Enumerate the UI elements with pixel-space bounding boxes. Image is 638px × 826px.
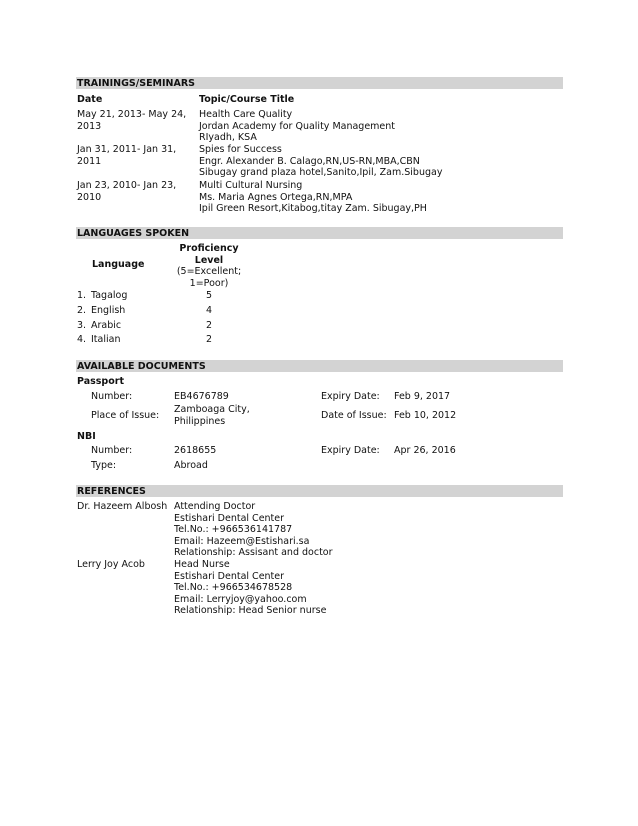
training-topic: Spies for Success Engr. Alexander B. Calago,RN,US-RN,MBA,CBN Sibugay grand plaza hotel,Sanito,Ipil, Zam.Sibugay — [199, 144, 443, 178]
passport-title: Passport — [77, 376, 124, 387]
nbi-number: 2618655 — [174, 445, 217, 456]
reference-name: Lerry Joy Acob — [77, 559, 145, 570]
training-date: Jan 23, 2010- Jan 23, 2010 — [77, 180, 177, 203]
nbi-type-label: Type: — [91, 460, 117, 471]
language-name: Tagalog — [91, 290, 128, 301]
trainings-heading: TRAININGS/SEMINARS — [76, 77, 563, 89]
language-level: 2 — [205, 320, 213, 331]
passport-place: Zamboaga City, Philippines — [174, 404, 250, 427]
language-name: Italian — [91, 334, 121, 345]
passport-date-issue-label: Date of Issue: — [321, 410, 387, 421]
reference-name: Dr. Hazeem Albosh — [77, 501, 168, 512]
passport-number: EB4676789 — [174, 391, 229, 402]
language-level: 5 — [205, 290, 213, 301]
languages-proficiency-scale: (5=Excellent; 1=Poor) — [176, 266, 242, 289]
language-name: Arabic — [91, 320, 122, 331]
passport-place-label: Place of Issue: — [91, 410, 160, 421]
reference-details: Attending Doctor Estishari Dental Center Tel.No.: +966536141787 Email: Hazeem@Estishari.sa Relationship: Assisant and doctor — [174, 501, 333, 558]
passport-expiry-label: Expiry Date: — [321, 391, 380, 402]
documents-heading: AVAILABLE DOCUMENTS — [76, 360, 563, 372]
nbi-number-label: Number: — [91, 445, 133, 456]
training-date: Jan 31, 2011- Jan 31, 2011 — [77, 144, 177, 167]
nbi-type: Abroad — [174, 460, 208, 471]
trainings-col-topic: Topic/Course Title — [199, 94, 295, 105]
language-number: 2. — [77, 305, 87, 316]
nbi-title: NBI — [77, 431, 96, 442]
references-heading: REFERENCES — [76, 485, 563, 497]
training-topic: Multi Cultural Nursing Ms. Maria Agnes Ortega,RN,MPA Ipil Green Resort,Kitabog,titay Zam. Sibugay,PH — [199, 180, 427, 214]
language-level: 4 — [205, 305, 213, 316]
language-number: 4. — [77, 334, 87, 345]
languages-col-proficiency: Proficiency Level — [179, 243, 239, 266]
languages-col-language: Language — [92, 259, 145, 270]
language-number: 3. — [77, 320, 87, 331]
passport-date-issue: Feb 10, 2012 — [394, 410, 457, 421]
nbi-expiry: Apr 26, 2016 — [394, 445, 456, 456]
training-date: May 21, 2013- May 24, 2013 — [77, 109, 187, 132]
language-level: 2 — [205, 334, 213, 345]
passport-number-label: Number: — [91, 391, 133, 402]
language-name: English — [91, 305, 126, 316]
language-number: 1. — [77, 290, 87, 301]
passport-expiry: Feb 9, 2017 — [394, 391, 451, 402]
reference-details: Head Nurse Estishari Dental Center Tel.No.: +966534678528 Email: Lerryjoy@yahoo.com Relationship: Head Senior nurse — [174, 559, 327, 616]
training-topic: Health Care Quality Jordan Academy for Quality Management RIyadh, KSA — [199, 109, 396, 143]
languages-heading: LANGUAGES SPOKEN — [76, 227, 563, 239]
nbi-expiry-label: Expiry Date: — [321, 445, 380, 456]
trainings-col-date: Date — [77, 94, 103, 105]
